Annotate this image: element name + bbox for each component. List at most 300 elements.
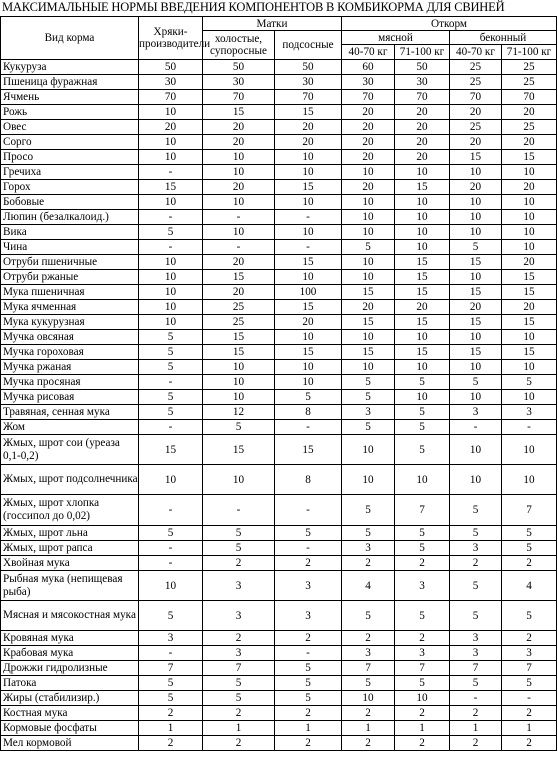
value-cell: 5 (502, 375, 557, 390)
table-row (1, 646, 557, 661)
value-cell: 5 (139, 345, 203, 360)
value-cell: - (275, 646, 342, 661)
value-cell: 25 (502, 75, 557, 90)
value-cell: 50 (139, 60, 203, 75)
value-cell: 1 (139, 721, 203, 736)
value-cell: 1 (203, 721, 275, 736)
value-cell: 5 (203, 526, 275, 541)
value-cell: 20 (450, 105, 502, 120)
feed-name-cell: Мучка гороховая (1, 345, 139, 360)
value-cell: 5 (450, 375, 502, 390)
value-cell: 20 (203, 255, 275, 270)
value-cell: - (450, 691, 502, 706)
value-cell: 5 (275, 661, 342, 676)
value-cell: 15 (139, 435, 203, 465)
value-cell: 5 (275, 390, 342, 405)
value-cell: 5 (275, 691, 342, 706)
feed-name-cell: Мучка рисовая (1, 390, 139, 405)
value-cell: 2 (450, 706, 502, 721)
value-cell: 15 (342, 345, 395, 360)
value-cell: 10 (139, 465, 203, 495)
table-row (1, 300, 557, 315)
value-cell: 10 (275, 270, 342, 285)
value-cell: 5 (139, 390, 203, 405)
value-cell: 3 (275, 601, 342, 631)
value-cell: - (275, 541, 342, 556)
value-cell: - (502, 691, 557, 706)
value-cell: 5 (342, 375, 395, 390)
value-cell: 10 (395, 195, 450, 210)
table-row (1, 90, 557, 105)
value-cell: 25 (450, 120, 502, 135)
value-cell: 3 (342, 646, 395, 661)
value-cell: 5 (395, 676, 450, 691)
table-row (1, 721, 557, 736)
value-cell: 7 (502, 661, 557, 676)
value-cell: 3 (450, 541, 502, 556)
value-cell: 3 (395, 646, 450, 661)
value-cell: 20 (203, 120, 275, 135)
value-cell: 15 (203, 270, 275, 285)
value-cell: 15 (203, 330, 275, 345)
value-cell: 20 (450, 180, 502, 195)
value-cell: 5 (139, 225, 203, 240)
value-cell: 10 (342, 691, 395, 706)
value-cell: - (139, 375, 203, 390)
value-cell: 20 (203, 135, 275, 150)
value-cell: 15 (502, 270, 557, 285)
value-cell: - (139, 240, 203, 255)
value-cell: - (203, 240, 275, 255)
header-sows-dry: холостые, супоросные (203, 31, 275, 60)
table-row (1, 661, 557, 676)
value-cell: 20 (342, 150, 395, 165)
value-cell: 10 (342, 225, 395, 240)
table-row (1, 120, 557, 135)
value-cell: 10 (275, 150, 342, 165)
feed-name-cell: Крабовая мука (1, 646, 139, 661)
value-cell: 20 (395, 120, 450, 135)
value-cell: 10 (139, 195, 203, 210)
value-cell: 3 (342, 405, 395, 420)
value-cell: 5 (395, 420, 450, 435)
value-cell: 10 (450, 360, 502, 375)
value-cell: 1 (275, 721, 342, 736)
value-cell: 5 (450, 526, 502, 541)
value-cell: 25 (203, 315, 275, 330)
value-cell: 4 (342, 571, 395, 601)
table-row (1, 285, 557, 300)
value-cell: 2 (275, 736, 342, 751)
value-cell: 5 (139, 601, 203, 631)
value-cell: 1 (450, 721, 502, 736)
value-cell: 2 (502, 736, 557, 751)
value-cell: 10 (450, 465, 502, 495)
table-row (1, 150, 557, 165)
feed-name-cell: Кровяная мука (1, 631, 139, 646)
feed-name-cell: Мел кормовой (1, 736, 139, 751)
value-cell: 3 (502, 405, 557, 420)
table-row (1, 135, 557, 150)
value-cell: 20 (502, 255, 557, 270)
value-cell: 70 (139, 90, 203, 105)
value-cell: 10 (275, 165, 342, 180)
value-cell: 10 (139, 571, 203, 601)
value-cell: 5 (342, 601, 395, 631)
table-row (1, 495, 557, 526)
value-cell: 10 (450, 435, 502, 465)
value-cell: 10 (450, 390, 502, 405)
value-cell: 25 (450, 75, 502, 90)
value-cell: 10 (203, 165, 275, 180)
value-cell: 3 (450, 646, 502, 661)
value-cell: 20 (342, 135, 395, 150)
value-cell: - (139, 495, 203, 526)
value-cell: 10 (139, 300, 203, 315)
value-cell: 10 (203, 195, 275, 210)
value-cell: 5 (342, 495, 395, 526)
table-row (1, 180, 557, 195)
feed-name-cell: Жмых, шрот хлопка (госсипол до 0,02) (1, 495, 139, 526)
value-cell: - (275, 420, 342, 435)
value-cell: 10 (502, 165, 557, 180)
value-cell: 2 (502, 706, 557, 721)
header-meat: мясной (342, 31, 450, 45)
value-cell: 10 (275, 195, 342, 210)
value-cell: 10 (395, 225, 450, 240)
value-cell: 15 (502, 150, 557, 165)
value-cell: 15 (275, 180, 342, 195)
table-row (1, 420, 557, 435)
value-cell: 15 (342, 315, 395, 330)
value-cell: 20 (502, 300, 557, 315)
value-cell: 5 (450, 676, 502, 691)
table-row (1, 195, 557, 210)
value-cell: 7 (395, 661, 450, 676)
value-cell: 10 (139, 315, 203, 330)
value-cell: 5 (342, 676, 395, 691)
value-cell: 20 (502, 105, 557, 120)
value-cell: 15 (395, 180, 450, 195)
value-cell: 10 (450, 210, 502, 225)
feed-name-cell: Костная мука (1, 706, 139, 721)
value-cell: 5 (502, 526, 557, 541)
value-cell: 15 (502, 345, 557, 360)
value-cell: 10 (502, 465, 557, 495)
value-cell: 15 (395, 315, 450, 330)
value-cell: 15 (275, 300, 342, 315)
value-cell: 10 (203, 465, 275, 495)
value-cell: 2 (342, 706, 395, 721)
value-cell: 25 (502, 120, 557, 135)
value-cell: 10 (342, 210, 395, 225)
value-cell: 5 (139, 676, 203, 691)
value-cell: 10 (342, 360, 395, 375)
feed-name-cell: Хвойная мука (1, 556, 139, 571)
value-cell: 5 (139, 360, 203, 375)
value-cell: 8 (275, 465, 342, 495)
value-cell: 10 (275, 375, 342, 390)
feed-name-cell: Отруби пшеничные (1, 255, 139, 270)
value-cell: 20 (203, 285, 275, 300)
value-cell: 20 (342, 120, 395, 135)
value-cell: - (203, 495, 275, 526)
value-cell: 7 (450, 661, 502, 676)
feed-name-cell: Сорго (1, 135, 139, 150)
value-cell: 2 (275, 706, 342, 721)
feed-name-cell: Жом (1, 420, 139, 435)
value-cell: 1 (342, 721, 395, 736)
value-cell: 2 (342, 631, 395, 646)
value-cell: - (275, 210, 342, 225)
feed-name-cell: Мука пшеничная (1, 285, 139, 300)
value-cell: 10 (139, 135, 203, 150)
table-row (1, 691, 557, 706)
value-cell: 70 (275, 90, 342, 105)
value-cell: 15 (203, 435, 275, 465)
value-cell: 20 (395, 150, 450, 165)
value-cell: 15 (450, 285, 502, 300)
value-cell: 10 (502, 195, 557, 210)
value-cell: 2 (450, 556, 502, 571)
value-cell: 10 (342, 195, 395, 210)
value-cell: 5 (395, 541, 450, 556)
value-cell: - (275, 240, 342, 255)
value-cell: 2 (395, 556, 450, 571)
value-cell: 50 (395, 60, 450, 75)
value-cell: 25 (203, 300, 275, 315)
value-cell: 30 (342, 75, 395, 90)
value-cell: 10 (395, 210, 450, 225)
value-cell: 20 (203, 180, 275, 195)
value-cell: 1 (395, 721, 450, 736)
value-cell: 5 (450, 240, 502, 255)
feed-name-cell: Мука ячменная (1, 300, 139, 315)
value-cell: 3 (395, 571, 450, 601)
value-cell: 20 (342, 180, 395, 195)
value-cell: 10 (450, 270, 502, 285)
value-cell: 50 (203, 60, 275, 75)
value-cell: 10 (203, 150, 275, 165)
value-cell: 2 (203, 556, 275, 571)
value-cell: - (139, 646, 203, 661)
feed-name-cell: Чина (1, 240, 139, 255)
value-cell: 10 (139, 270, 203, 285)
value-cell: 3 (275, 571, 342, 601)
value-cell: 2 (342, 556, 395, 571)
value-cell: 10 (342, 435, 395, 465)
value-cell: 2 (395, 631, 450, 646)
value-cell: 10 (342, 165, 395, 180)
value-cell: 2 (139, 706, 203, 721)
value-cell: 15 (395, 255, 450, 270)
value-cell: 5 (502, 541, 557, 556)
value-cell: 10 (342, 330, 395, 345)
value-cell: 25 (502, 60, 557, 75)
value-cell: - (139, 165, 203, 180)
value-cell: 3 (203, 601, 275, 631)
value-cell: 5 (450, 601, 502, 631)
value-cell: 15 (450, 345, 502, 360)
value-cell: 15 (203, 105, 275, 120)
value-cell: 5 (342, 240, 395, 255)
table-row (1, 571, 557, 601)
value-cell: 2 (203, 631, 275, 646)
value-cell: - (450, 420, 502, 435)
value-cell: - (139, 210, 203, 225)
value-cell: - (502, 420, 557, 435)
value-cell: 15 (342, 285, 395, 300)
value-cell: 5 (203, 420, 275, 435)
feed-name-cell: Кукуруза (1, 60, 139, 75)
value-cell: 5 (342, 390, 395, 405)
table-title: МАКСИМАЛЬНЫЕ НОРМЫ ВВЕДЕНИЯ КОМПОНЕНТОВ В КОМБИКОРМА ДЛЯ СВИНЕЙ (2, 0, 505, 14)
value-cell: 20 (342, 105, 395, 120)
feed-name-cell: Овес (1, 120, 139, 135)
header-weight-71-100: 71-100 кг (502, 45, 557, 60)
header-weight-71-100: 71-100 кг (395, 45, 450, 60)
value-cell: 12 (203, 405, 275, 420)
value-cell: 30 (275, 75, 342, 90)
value-cell: 15 (203, 345, 275, 360)
table-body (1, 60, 557, 751)
value-cell: 7 (203, 661, 275, 676)
feed-name-cell: Мука кукурузная (1, 315, 139, 330)
value-cell: 15 (275, 105, 342, 120)
feed-name-cell: Кормовые фосфаты (1, 721, 139, 736)
feed-name-cell: Рожь (1, 105, 139, 120)
table-row (1, 330, 557, 345)
value-cell: 10 (450, 165, 502, 180)
feed-norms-table (0, 16, 557, 751)
value-cell: 15 (275, 255, 342, 270)
value-cell: 10 (502, 435, 557, 465)
value-cell: 10 (342, 465, 395, 495)
table-row (1, 375, 557, 390)
value-cell: 15 (395, 270, 450, 285)
feed-name-cell: Просо (1, 150, 139, 165)
header-bacon: беконный (450, 31, 557, 45)
feed-name-cell: Бобовые (1, 195, 139, 210)
value-cell: 50 (275, 60, 342, 75)
feed-name-cell: Мясная и мясокостная мука (1, 601, 139, 631)
value-cell: 7 (342, 661, 395, 676)
value-cell: 2 (342, 736, 395, 751)
value-cell: 100 (275, 285, 342, 300)
value-cell: 5 (342, 526, 395, 541)
feed-name-cell: Жмых, шрот подсолнечника (1, 465, 139, 495)
feed-name-cell: Ячмень (1, 90, 139, 105)
feed-name-cell: Травяная, сенная мука (1, 405, 139, 420)
value-cell: 10 (395, 465, 450, 495)
table-row (1, 601, 557, 631)
table-row (1, 556, 557, 571)
feed-name-cell: Жмых, шрот льна (1, 526, 139, 541)
value-cell: 2 (502, 631, 557, 646)
value-cell: 10 (395, 360, 450, 375)
value-cell: - (139, 420, 203, 435)
value-cell: 70 (395, 90, 450, 105)
table-row (1, 676, 557, 691)
value-cell: 30 (203, 75, 275, 90)
table-row (1, 405, 557, 420)
value-cell: 30 (139, 75, 203, 90)
feed-name-cell: Отруби ржаные (1, 270, 139, 285)
value-cell: 20 (502, 135, 557, 150)
header-boars: Хряки-производители (139, 17, 203, 60)
value-cell: 10 (395, 691, 450, 706)
value-cell: 20 (275, 315, 342, 330)
value-cell: 5 (450, 495, 502, 526)
table-row (1, 165, 557, 180)
value-cell: 3 (139, 631, 203, 646)
value-cell: 15 (275, 435, 342, 465)
value-cell: 10 (203, 390, 275, 405)
header-fattening: Откорм (342, 17, 557, 31)
value-cell: 10 (395, 390, 450, 405)
value-cell: 20 (275, 120, 342, 135)
value-cell: 20 (450, 135, 502, 150)
value-cell: 10 (203, 360, 275, 375)
value-cell: 10 (139, 105, 203, 120)
value-cell: 70 (203, 90, 275, 105)
value-cell: 3 (203, 646, 275, 661)
value-cell: 2 (203, 706, 275, 721)
value-cell: 5 (395, 375, 450, 390)
value-cell: - (139, 541, 203, 556)
table-row (1, 105, 557, 120)
value-cell: - (139, 556, 203, 571)
table-row (1, 390, 557, 405)
value-cell: 5 (275, 676, 342, 691)
value-cell: 10 (275, 360, 342, 375)
table-row (1, 60, 557, 75)
value-cell: 10 (502, 210, 557, 225)
value-cell: 60 (342, 60, 395, 75)
feed-name-cell: Пшеница фуражная (1, 75, 139, 90)
table-row (1, 736, 557, 751)
value-cell: 10 (342, 270, 395, 285)
value-cell: 3 (450, 631, 502, 646)
value-cell: 2 (395, 706, 450, 721)
value-cell: 3 (502, 646, 557, 661)
value-cell: 15 (502, 285, 557, 300)
value-cell: 5 (203, 676, 275, 691)
value-cell: 2 (450, 736, 502, 751)
value-cell: 5 (139, 526, 203, 541)
value-cell: 20 (275, 135, 342, 150)
value-cell: 70 (342, 90, 395, 105)
table-row (1, 225, 557, 240)
value-cell: 10 (450, 330, 502, 345)
value-cell: 5 (139, 405, 203, 420)
feed-name-cell: Жмых, шрот рапса (1, 541, 139, 556)
value-cell: 30 (395, 75, 450, 90)
value-cell: 10 (395, 165, 450, 180)
feed-name-cell: Дрожжи гидролизные (1, 661, 139, 676)
value-cell: 20 (395, 105, 450, 120)
value-cell: 3 (450, 405, 502, 420)
value-cell: 5 (139, 330, 203, 345)
table-row (1, 631, 557, 646)
value-cell: 15 (450, 150, 502, 165)
table-row (1, 541, 557, 556)
value-cell: 7 (502, 495, 557, 526)
value-cell: 5 (395, 526, 450, 541)
value-cell: 2 (139, 736, 203, 751)
header-sows: Матки (203, 17, 342, 31)
value-cell: 10 (139, 285, 203, 300)
